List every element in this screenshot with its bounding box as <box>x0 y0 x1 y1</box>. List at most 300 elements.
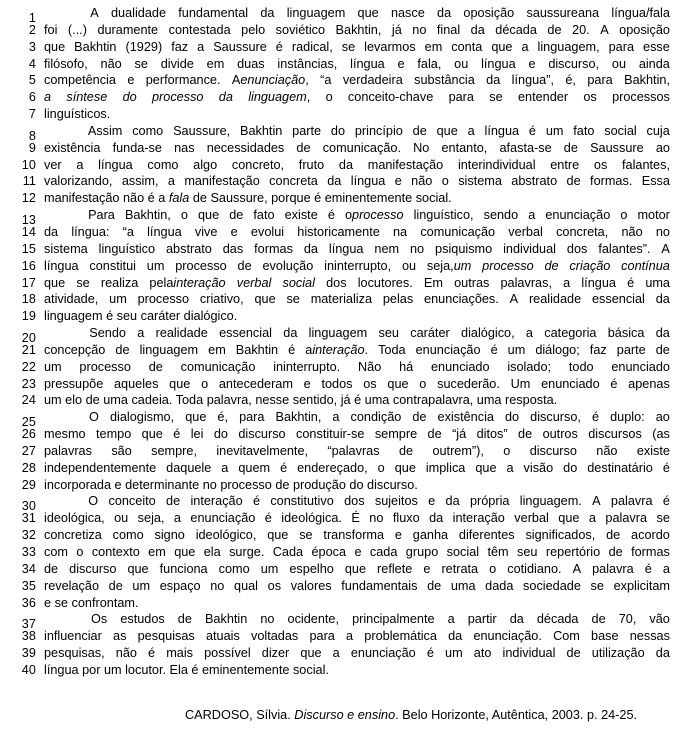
text-word <box>563 275 570 292</box>
text-run: . <box>364 342 369 357</box>
text-word <box>351 645 416 662</box>
text-word <box>627 275 634 292</box>
text-run: a <box>467 123 475 138</box>
text-word <box>324 258 391 275</box>
text-word <box>44 359 62 376</box>
text-word <box>219 561 250 578</box>
text-word <box>395 460 416 477</box>
text-run: constitutivo <box>270 494 334 509</box>
text-word <box>470 493 510 510</box>
text-word <box>592 645 645 662</box>
text-line <box>0 123 680 143</box>
text-run: que <box>267 528 289 543</box>
text-word <box>345 207 404 224</box>
text-word <box>348 89 433 106</box>
text-word <box>299 157 324 174</box>
text-word <box>435 241 492 258</box>
text-word <box>590 140 644 157</box>
text-word <box>567 645 581 662</box>
line-number: 32 <box>21 528 36 543</box>
text-word <box>44 443 92 460</box>
italic-term: interação <box>173 275 226 290</box>
text-word <box>441 561 478 578</box>
text-word <box>126 39 163 56</box>
text-run: valorizando, <box>44 174 113 189</box>
text-run: de <box>412 410 427 425</box>
text-run: é <box>252 494 261 509</box>
text-run: antecederam <box>218 376 293 391</box>
text-word <box>410 241 424 258</box>
text-word <box>661 241 669 258</box>
text-line <box>0 460 680 477</box>
text-word <box>127 72 134 89</box>
text-run: caráter <box>410 326 450 341</box>
text-run: um <box>260 561 279 576</box>
text-run: a <box>525 326 533 341</box>
text-run: algo <box>193 157 218 172</box>
text-run: espelho <box>289 561 334 576</box>
text-run: a <box>521 39 529 54</box>
text-run: ao <box>655 410 670 425</box>
line-number: 38 <box>21 629 36 644</box>
text-word <box>114 510 128 527</box>
text-run: ditos” <box>476 427 508 442</box>
text-run: e <box>423 561 431 576</box>
text-run: a <box>506 460 514 475</box>
text-run: ocidente, <box>287 612 340 627</box>
text-word <box>237 56 265 73</box>
text-word <box>254 291 275 308</box>
text-run: é <box>275 39 283 54</box>
text-run: Toda <box>378 342 406 357</box>
line-content <box>36 611 680 628</box>
text-word <box>503 645 556 662</box>
text-run: língua <box>44 258 79 273</box>
text-run: que <box>475 460 497 475</box>
text-word <box>395 173 402 190</box>
text-run: Para <box>88 208 115 223</box>
text-run: da <box>260 6 275 20</box>
text-word <box>487 544 508 561</box>
text-word <box>518 426 532 443</box>
text-run: de Saussure, porque é eminentemente social. <box>189 191 452 206</box>
text-run: verbal <box>508 224 543 239</box>
text-run: é <box>426 646 434 661</box>
text-word <box>637 443 670 460</box>
line-content <box>36 342 680 359</box>
text-run: da <box>437 6 452 20</box>
text-run: e <box>230 224 238 239</box>
text-word <box>127 561 148 578</box>
text-word <box>413 140 429 157</box>
text-word <box>499 140 551 157</box>
text-run: contestada <box>168 22 231 37</box>
text-word <box>517 544 537 561</box>
text-run: ganha <box>412 528 449 543</box>
text-run: o <box>201 376 209 391</box>
text-word <box>364 39 415 56</box>
text-word <box>44 376 103 393</box>
text-word <box>190 510 255 527</box>
italic-term: fala <box>168 191 190 206</box>
text-line <box>0 359 680 376</box>
text-word <box>320 72 331 89</box>
text-word <box>352 611 435 628</box>
text-run: do <box>563 460 578 475</box>
text-word <box>323 527 384 544</box>
text-word <box>169 376 190 393</box>
text-run: interação <box>452 511 505 526</box>
text-run: formas <box>631 545 670 559</box>
text-word <box>518 89 568 106</box>
text-run: que <box>141 427 163 442</box>
text-run: espaço <box>159 578 201 593</box>
text-run: que <box>387 376 409 391</box>
text-run: o <box>419 376 427 391</box>
text-run: “a <box>122 224 134 239</box>
text-run: inevitavelmente, <box>216 443 309 458</box>
paragraph-indent <box>44 493 78 510</box>
text-word <box>511 376 531 393</box>
text-run: que <box>357 6 379 20</box>
text-run: um <box>545 123 564 138</box>
text-word <box>375 493 418 510</box>
text-word <box>88 123 123 140</box>
text-run: discurso <box>238 427 286 442</box>
text-run: nasce <box>390 6 425 20</box>
text-word <box>505 409 519 426</box>
text-word <box>411 173 432 190</box>
line-number: 19 <box>21 309 36 324</box>
text-run: no <box>260 612 275 627</box>
text-run: se <box>656 511 670 526</box>
text-run: a <box>167 174 175 189</box>
text-word <box>392 22 402 39</box>
text-word <box>449 89 474 106</box>
line-number: 9 <box>28 140 36 155</box>
italic-term: social <box>282 275 315 290</box>
text-run: que <box>127 561 149 576</box>
text-run: palavra <box>605 511 648 526</box>
text-run: os <box>583 90 597 105</box>
text-word <box>600 22 608 39</box>
text-word <box>451 39 482 56</box>
text-run: diferentes <box>458 528 515 543</box>
source-citation <box>0 707 680 724</box>
text-run: social <box>604 123 637 138</box>
text-run: qual <box>234 578 259 593</box>
text-run: língua <box>98 157 133 172</box>
text-run: Saussure <box>213 39 267 54</box>
text-run: esse <box>643 39 670 54</box>
text-word <box>109 291 127 308</box>
text-word <box>123 224 134 241</box>
text-run: um <box>445 646 463 661</box>
text-run: individual <box>502 646 556 661</box>
text-word <box>378 460 385 477</box>
text-word <box>410 325 450 342</box>
text-run: funciona <box>159 561 208 576</box>
text-word <box>458 173 502 190</box>
text-run: duplo: <box>610 410 645 425</box>
text-word <box>115 342 129 359</box>
text-run: do <box>505 410 520 425</box>
text-word <box>206 628 240 645</box>
text-word <box>351 409 402 426</box>
text-run: a <box>76 157 84 172</box>
text-run: conceito-chave <box>347 90 434 105</box>
text-run: sucederão. <box>437 376 500 391</box>
text-word <box>412 22 426 39</box>
text-word <box>285 207 318 224</box>
text-word <box>287 5 346 22</box>
text-run: de <box>115 342 130 357</box>
text-run: atividade, <box>44 292 99 307</box>
text-run: essencial <box>591 292 645 307</box>
text-run: da <box>327 174 342 189</box>
text-word <box>375 426 417 443</box>
text-run: enunciação <box>350 646 416 661</box>
text-word <box>399 359 413 376</box>
text-word <box>475 460 496 477</box>
text-word <box>529 123 536 140</box>
text-word <box>311 544 346 561</box>
text-word <box>276 409 322 426</box>
text-word <box>358 359 381 376</box>
text-line <box>0 611 680 632</box>
text-run: “a <box>320 73 332 88</box>
text-line <box>0 22 680 39</box>
text-word <box>44 224 58 241</box>
text-line <box>0 89 680 106</box>
paragraph-indent <box>44 409 78 426</box>
text-word <box>647 123 670 140</box>
text-word <box>406 544 438 561</box>
text-word <box>44 258 79 275</box>
text-word <box>44 275 65 292</box>
text-word <box>642 173 670 190</box>
text-word <box>550 157 579 174</box>
text-run: evolui <box>250 224 285 239</box>
text-word <box>544 325 596 342</box>
text-word <box>237 275 272 292</box>
text-word <box>123 89 137 106</box>
text-word <box>468 611 497 628</box>
text-word <box>184 173 259 190</box>
text-run: ou <box>611 56 627 71</box>
text-run: daquele <box>166 460 212 475</box>
text-run: influenciar <box>44 629 102 644</box>
text-word <box>442 173 449 190</box>
text-run: significados, <box>525 528 596 543</box>
text-line <box>0 426 680 443</box>
text-run: fundamentais <box>341 578 418 593</box>
text-word <box>387 376 408 393</box>
text-word <box>260 5 274 22</box>
text-word <box>297 460 368 477</box>
text-line <box>0 275 680 292</box>
text-word <box>587 72 612 89</box>
text-run: possível <box>204 646 251 661</box>
text-word <box>425 39 443 56</box>
paragraph-indent <box>44 123 78 140</box>
text-run: não <box>115 646 137 661</box>
text-line <box>0 561 680 578</box>
text-word <box>592 291 645 308</box>
line-content <box>36 359 680 376</box>
text-run: da <box>470 22 485 37</box>
text-run: destinatário <box>587 460 653 475</box>
text-word <box>454 275 489 292</box>
text-word <box>426 460 465 477</box>
text-line <box>0 258 680 275</box>
text-word <box>592 611 606 628</box>
text-run: psiquismo <box>435 241 493 256</box>
text-run: que <box>44 39 66 54</box>
text-word <box>289 561 333 578</box>
text-word <box>111 5 166 22</box>
text-run: de <box>108 578 123 593</box>
text-run: é <box>288 342 296 357</box>
text-run: oposição <box>463 6 515 20</box>
text-word <box>611 5 670 22</box>
text-run: um <box>109 292 127 307</box>
text-run: processo <box>175 258 227 273</box>
text-run: a <box>528 208 536 223</box>
text-word <box>44 291 98 308</box>
text-word <box>491 342 498 359</box>
text-word <box>44 140 100 157</box>
text-run: entender <box>517 90 569 105</box>
text-word <box>288 611 340 628</box>
text-word <box>363 376 376 393</box>
text-run: A <box>90 6 99 20</box>
text-run: oposição <box>619 22 670 37</box>
text-word <box>622 157 670 174</box>
text-word <box>331 123 345 140</box>
text-word <box>142 426 163 443</box>
text-run: necessidades <box>206 140 285 155</box>
text-word <box>88 207 115 224</box>
text-run: ela <box>203 545 221 559</box>
text-run: Bakhtin <box>204 612 248 627</box>
text-word <box>413 123 427 140</box>
text-run: que <box>44 275 66 290</box>
text-run: dualidade <box>110 6 166 20</box>
line-number: 5 <box>28 73 36 88</box>
text-word <box>458 157 536 174</box>
text-word <box>219 325 272 342</box>
line-content <box>36 443 680 460</box>
text-word <box>221 460 228 477</box>
text-word <box>520 493 582 510</box>
text-word <box>326 275 346 292</box>
text-word <box>477 426 508 443</box>
text-word <box>265 510 272 527</box>
line-number: 7 <box>28 107 36 122</box>
text-word <box>354 544 361 561</box>
text-word <box>393 510 420 527</box>
text-word <box>417 56 441 73</box>
text-word <box>427 645 434 662</box>
line-number: 1 <box>28 10 36 25</box>
text-word <box>261 561 279 578</box>
text-run: existência <box>437 410 494 425</box>
text-word <box>514 510 549 527</box>
text-run: substância <box>414 73 475 88</box>
text-word <box>160 561 208 578</box>
text-word <box>495 22 537 39</box>
text-word <box>528 56 535 73</box>
text-word <box>355 123 403 140</box>
text-word <box>416 342 481 359</box>
text-word <box>125 207 171 224</box>
text-run: um elo de uma cadeia. Toda palavra, nesse sentido, já é uma contrapalavra, uma resposta. <box>44 393 558 408</box>
italic-term: processo <box>151 90 204 105</box>
text-run: ideológica. <box>281 511 342 526</box>
text-run: fato <box>253 208 275 223</box>
italic-term: interação <box>312 342 365 357</box>
text-run: independentemente <box>44 460 157 475</box>
text-run: cada <box>369 545 398 559</box>
text-run: os <box>267 578 282 593</box>
text-word <box>370 544 398 561</box>
text-word <box>521 39 528 56</box>
text-run: apenas <box>628 376 670 391</box>
text-run: “palavras <box>327 443 380 458</box>
text-run: entanto, <box>441 140 488 155</box>
text-word <box>590 173 632 190</box>
text-run: de <box>655 342 670 357</box>
text-word <box>481 56 516 73</box>
text-word <box>69 561 116 578</box>
text-word <box>628 376 670 393</box>
text-word <box>155 527 185 544</box>
text-run: ato <box>473 646 492 661</box>
text-run: década <box>495 22 537 37</box>
text-run: contexto <box>91 545 140 559</box>
line-number: 17 <box>21 275 36 290</box>
line-content <box>36 258 680 275</box>
text-word <box>639 56 670 73</box>
text-run: de <box>296 140 311 155</box>
line-content <box>36 22 680 39</box>
text-run: ideológica, <box>44 511 105 526</box>
text-run: palavra <box>592 561 634 576</box>
text-run: para <box>239 410 265 425</box>
text-run: para <box>448 90 474 105</box>
text-word <box>506 460 513 477</box>
text-run: com <box>44 545 68 559</box>
text-run: discurso, <box>530 410 581 425</box>
text-word <box>432 443 483 460</box>
line-content <box>36 56 680 73</box>
text-word <box>544 258 558 275</box>
text-word <box>424 275 443 292</box>
text-word <box>530 409 581 426</box>
text-word <box>149 359 163 376</box>
text-word <box>507 359 551 376</box>
text-run: é <box>662 460 670 475</box>
line-number: 20 <box>21 330 36 345</box>
text-run: e se confrontam. <box>44 595 139 610</box>
text-word <box>44 561 58 578</box>
text-run: realidade <box>528 292 582 307</box>
text-word <box>113 527 144 544</box>
text-word <box>377 561 412 578</box>
text-run: língua”, <box>511 73 554 88</box>
text-word <box>296 426 364 443</box>
